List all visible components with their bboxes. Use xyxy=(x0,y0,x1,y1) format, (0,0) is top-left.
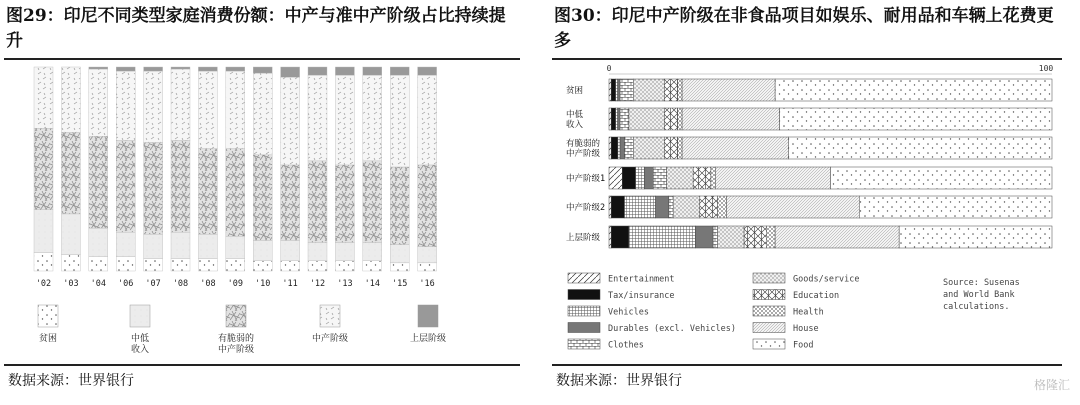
legend-swatch-goods-service xyxy=(753,273,785,283)
bar-segment-house-5 xyxy=(775,226,899,248)
bar-segment-goods-service-0 xyxy=(633,79,664,101)
household-share-stacked-bar-chart xyxy=(0,61,528,366)
x-tick-label: '03 xyxy=(63,279,79,289)
bar-segment-tax-insurance-4 xyxy=(611,196,624,218)
bar-segment-light-9 xyxy=(281,240,300,260)
bar-segment-scribble-2 xyxy=(89,136,108,228)
bar-segment-sparse-dots-7 xyxy=(226,259,245,271)
source-note-line: and World Bank xyxy=(943,290,1015,300)
bar-segment-light-5 xyxy=(171,232,190,259)
x-tick-label: '12 xyxy=(309,279,326,289)
figure-30-title: 图30：印尼中产阶级在非食品项目如娱乐、耐用品和车辆上花费更多 xyxy=(554,6,1054,51)
bar-segment-dashes-13 xyxy=(390,75,409,167)
bar-segment-sparse-dots-5 xyxy=(171,259,190,271)
y-category-label: 有脆弱的 xyxy=(566,139,601,149)
bar-segment-scribble-10 xyxy=(308,161,327,243)
bar-segment-dashes-14 xyxy=(418,75,437,165)
bar-segment-scribble-11 xyxy=(335,165,354,243)
bar-segment-sparse-dots-11 xyxy=(335,261,354,271)
bar-segment-gray-3 xyxy=(116,67,135,71)
legend-swatch-tax-insurance xyxy=(568,290,600,300)
bar-segment-light-12 xyxy=(363,242,382,260)
bar-segment-house-3 xyxy=(715,167,830,189)
bar-segment-food-1 xyxy=(780,108,1052,130)
y-category-label: 中低 xyxy=(566,110,584,120)
legend-label-vehicles: Vehicles xyxy=(608,307,649,318)
bar-segment-sparse-dots-0 xyxy=(34,253,53,271)
legend-swatch-scribble xyxy=(226,305,246,327)
bar-segment-clothes-5 xyxy=(713,226,717,248)
bar-segment-light-2 xyxy=(89,228,108,257)
bar-segment-entertainment-3 xyxy=(609,167,622,189)
bar-segment-vehicles-0 xyxy=(616,79,618,101)
bar-segment-scribble-6 xyxy=(198,149,217,235)
bar-segment-tax-insurance-2 xyxy=(611,137,618,159)
x-tick-label-min: 0 xyxy=(606,64,612,73)
bar-segment-scribble-13 xyxy=(390,167,409,245)
legend-label: 贫困 xyxy=(38,334,58,344)
bar-segment-vehicles-1 xyxy=(616,108,618,130)
bar-segment-scribble-5 xyxy=(171,140,190,232)
bar-segment-health-1 xyxy=(678,108,682,130)
bar-segment-food-3 xyxy=(831,167,1053,189)
bar-segment-sparse-dots-4 xyxy=(144,259,163,271)
figure-30-title-rule xyxy=(552,58,1062,60)
x-tick-label: '16 xyxy=(419,279,435,289)
bar-segment-sparse-dots-12 xyxy=(363,261,382,271)
bar-segment-dashes-12 xyxy=(363,75,382,161)
legend-swatch-vehicles xyxy=(568,306,600,316)
bar-segment-gray-5 xyxy=(171,67,190,69)
legend-swatch-sparse-dots xyxy=(38,305,58,327)
bar-segment-scribble-0 xyxy=(34,128,53,210)
bar-segment-education-2 xyxy=(664,137,677,159)
legend-swatch-gray xyxy=(418,305,438,327)
bar-segment-light-3 xyxy=(116,232,135,256)
bar-segment-health-2 xyxy=(678,137,682,159)
bar-segment-gray-6 xyxy=(198,67,217,71)
bar-segment-sparse-dots-8 xyxy=(253,261,272,271)
bar-segment-scribble-14 xyxy=(418,165,437,247)
bar-segment-durables-excl-vehicles-0 xyxy=(618,79,620,101)
bar-segment-light-13 xyxy=(390,244,409,262)
source-note-line: Source: Susenas xyxy=(943,278,1020,288)
y-category-label: 中产阶级 xyxy=(566,149,601,159)
x-tick-label: '09 xyxy=(227,279,243,289)
bar-segment-sparse-dots-1 xyxy=(61,255,80,271)
bar-segment-scribble-12 xyxy=(363,161,382,243)
bar-segment-health-4 xyxy=(718,196,727,218)
x-tick-label: '14 xyxy=(364,279,380,289)
bar-segment-sparse-dots-13 xyxy=(390,263,409,271)
watermark-text: 格隆汇 xyxy=(1033,378,1070,392)
bar-segment-education-5 xyxy=(744,226,766,248)
bar-segment-dashes-7 xyxy=(226,71,245,149)
y-category-label: 贫困 xyxy=(566,86,584,96)
bar-segment-house-0 xyxy=(682,79,775,101)
bar-segment-dashes-11 xyxy=(335,75,354,165)
bar-segment-vehicles-4 xyxy=(625,196,656,218)
y-category-label: 上层阶级 xyxy=(566,233,601,243)
bar-segment-goods-service-2 xyxy=(633,137,664,159)
bar-segment-clothes-0 xyxy=(620,79,633,101)
bar-segment-food-0 xyxy=(775,79,1052,101)
bar-segment-scribble-9 xyxy=(281,165,300,240)
legend-swatch-food xyxy=(753,339,785,349)
figure-30-source: 数据来源：世界银行 xyxy=(556,373,682,389)
x-tick-label: '04 xyxy=(90,279,106,289)
y-category-label: 收入 xyxy=(566,120,584,130)
bar-segment-house-1 xyxy=(682,108,779,130)
bar-segment-light-1 xyxy=(61,214,80,255)
legend-label: 中产阶级 xyxy=(311,334,349,344)
bar-segment-sparse-dots-9 xyxy=(281,261,300,271)
bar-segment-health-3 xyxy=(711,167,715,189)
bar-segment-goods-service-4 xyxy=(673,196,700,218)
bar-segment-gray-2 xyxy=(89,67,108,69)
bar-segment-light-8 xyxy=(253,240,272,260)
bar-segment-gray-10 xyxy=(308,67,327,75)
x-tick-label: '11 xyxy=(282,279,298,289)
x-tick-label: '15 xyxy=(392,279,408,289)
bar-segment-scribble-4 xyxy=(144,142,163,234)
x-tick-label: '08 xyxy=(200,279,216,289)
legend-label-durables-excl-vehicles: Durables (excl. Vehicles) xyxy=(608,324,736,334)
bar-segment-gray-4 xyxy=(144,67,163,71)
legend-label: 收入 xyxy=(130,345,150,355)
bar-segment-clothes-2 xyxy=(625,137,634,159)
x-tick-label: '07 xyxy=(145,279,161,289)
legend-label: 中低 xyxy=(130,334,150,344)
bar-segment-light-0 xyxy=(34,210,53,253)
bar-segment-goods-service-5 xyxy=(718,226,745,248)
bar-segment-scribble-7 xyxy=(226,149,245,237)
x-tick-label: '08 xyxy=(172,279,189,289)
bar-segment-dashes-0 xyxy=(34,67,53,128)
bar-segment-scribble-8 xyxy=(253,155,272,241)
bar-segment-sparse-dots-14 xyxy=(418,263,437,271)
legend-label-goods-service: Goods/service xyxy=(793,274,860,285)
bar-segment-sparse-dots-6 xyxy=(198,259,217,271)
bar-segment-vehicles-5 xyxy=(629,226,695,248)
legend-label-food: Food xyxy=(793,340,814,351)
y-category-label: 中产阶级1 xyxy=(566,174,606,184)
bar-segment-vehicles-3 xyxy=(636,167,645,189)
bar-segment-entertainment-0 xyxy=(609,79,611,101)
y-category-label: 中产阶级2 xyxy=(566,203,606,213)
bar-segment-dashes-1 xyxy=(61,67,80,132)
bar-segment-food-5 xyxy=(899,226,1052,248)
bar-segment-dashes-10 xyxy=(308,75,327,161)
bar-segment-gray-7 xyxy=(226,67,245,71)
bar-segment-health-5 xyxy=(766,226,775,248)
legend-label-clothes: Clothes xyxy=(608,340,644,351)
legend-swatch-entertainment xyxy=(568,273,600,283)
bar-segment-dashes-2 xyxy=(89,69,108,136)
bar-segment-education-0 xyxy=(664,79,677,101)
figure-29-title-rule xyxy=(4,58,520,60)
bar-segment-scribble-3 xyxy=(116,140,135,232)
x-tick-label: '06 xyxy=(118,279,134,289)
bar-segment-durables-excl-vehicles-3 xyxy=(644,167,653,189)
bar-segment-goods-service-1 xyxy=(629,108,664,130)
bar-segment-dashes-9 xyxy=(281,77,300,165)
bar-segment-sparse-dots-3 xyxy=(116,257,135,271)
legend-label: 有脆弱的 xyxy=(217,334,255,344)
bar-segment-gray-11 xyxy=(335,67,354,75)
legend-swatch-health xyxy=(753,306,785,316)
bar-segment-vehicles-2 xyxy=(618,137,620,159)
bar-segment-clothes-4 xyxy=(669,196,673,218)
x-tick-label-max: 100 xyxy=(1038,64,1054,73)
bar-segment-dashes-3 xyxy=(116,71,135,140)
bar-segment-tax-insurance-1 xyxy=(611,108,615,130)
x-tick-label: '10 xyxy=(255,279,271,289)
figure-30-bottom-rule xyxy=(552,364,1062,366)
legend-label-house: House xyxy=(793,324,819,334)
spending-composition-horizontal-bar-chart xyxy=(548,61,1080,366)
legend-swatch-clothes xyxy=(568,339,600,349)
bar-segment-entertainment-4 xyxy=(609,196,611,218)
legend-swatch-dashes xyxy=(320,305,340,327)
bar-segment-dashes-4 xyxy=(144,71,163,142)
bar-segment-durables-excl-vehicles-4 xyxy=(656,196,669,218)
bar-segment-clothes-1 xyxy=(620,108,629,130)
bar-segment-gray-14 xyxy=(418,67,437,75)
bar-segment-education-3 xyxy=(693,167,711,189)
figure-29-bottom-rule xyxy=(4,364,520,366)
bar-segment-education-4 xyxy=(700,196,718,218)
bar-segment-sparse-dots-2 xyxy=(89,257,108,271)
bar-segment-sparse-dots-10 xyxy=(308,261,327,271)
bar-segment-light-7 xyxy=(226,236,245,258)
legend-swatch-house xyxy=(753,323,785,333)
figure-29-panel xyxy=(0,0,528,405)
bar-segment-food-4 xyxy=(859,196,1052,218)
bar-segment-gray-9 xyxy=(281,67,300,77)
legend-label-education: Education xyxy=(793,291,840,301)
x-tick-label: '02 xyxy=(35,279,52,289)
legend-label-health: Health xyxy=(793,307,824,318)
bar-segment-house-2 xyxy=(682,137,788,159)
bar-segment-gray-12 xyxy=(363,67,382,75)
bar-segment-entertainment-5 xyxy=(609,226,611,248)
bar-segment-entertainment-2 xyxy=(609,137,611,159)
legend-label: 中产阶级 xyxy=(217,345,255,355)
legend-label-tax-insurance: Tax/insurance xyxy=(608,291,675,301)
bar-segment-tax-insurance-0 xyxy=(611,79,615,101)
bar-segment-clothes-3 xyxy=(653,167,666,189)
figure-30-panel xyxy=(548,0,1080,405)
bar-segment-durables-excl-vehicles-2 xyxy=(620,137,624,159)
bar-segment-light-14 xyxy=(418,247,437,263)
source-note-line: calculations. xyxy=(943,302,1010,312)
bar-segment-light-4 xyxy=(144,234,163,258)
legend-label: 上层阶级 xyxy=(409,334,447,344)
bar-segment-dashes-8 xyxy=(253,73,272,155)
bar-segment-light-11 xyxy=(335,242,354,260)
bar-segment-education-1 xyxy=(664,108,677,130)
legend-swatch-education xyxy=(753,290,785,300)
bar-segment-tax-insurance-3 xyxy=(622,167,635,189)
bar-segment-entertainment-1 xyxy=(609,108,611,130)
bar-segment-light-6 xyxy=(198,234,217,258)
x-tick-label: '13 xyxy=(337,279,353,289)
figure-29-source: 数据来源：世界银行 xyxy=(8,373,134,389)
bar-segment-durables-excl-vehicles-1 xyxy=(618,108,620,130)
bar-segment-gray-8 xyxy=(253,67,272,73)
bar-segment-scribble-1 xyxy=(61,132,80,214)
bar-segment-goods-service-3 xyxy=(667,167,694,189)
bar-segment-house-4 xyxy=(726,196,859,218)
legend-swatch-durables-excl-vehicles xyxy=(568,323,600,333)
legend-label-entertainment: Entertainment xyxy=(608,274,675,285)
bar-segment-durables-excl-vehicles-5 xyxy=(695,226,713,248)
bar-segment-dashes-6 xyxy=(198,71,217,149)
figure-29-title: 图29：印尼不同类型家庭消费份额：中产与准中产阶级占比持续提升 xyxy=(6,6,506,51)
bar-segment-tax-insurance-5 xyxy=(611,226,629,248)
bar-segment-light-10 xyxy=(308,242,327,260)
bar-segment-health-0 xyxy=(678,79,682,101)
bar-segment-dashes-5 xyxy=(171,69,190,140)
legend-swatch-light xyxy=(130,305,150,327)
bar-segment-gray-13 xyxy=(390,67,409,75)
bar-segment-food-2 xyxy=(788,137,1052,159)
